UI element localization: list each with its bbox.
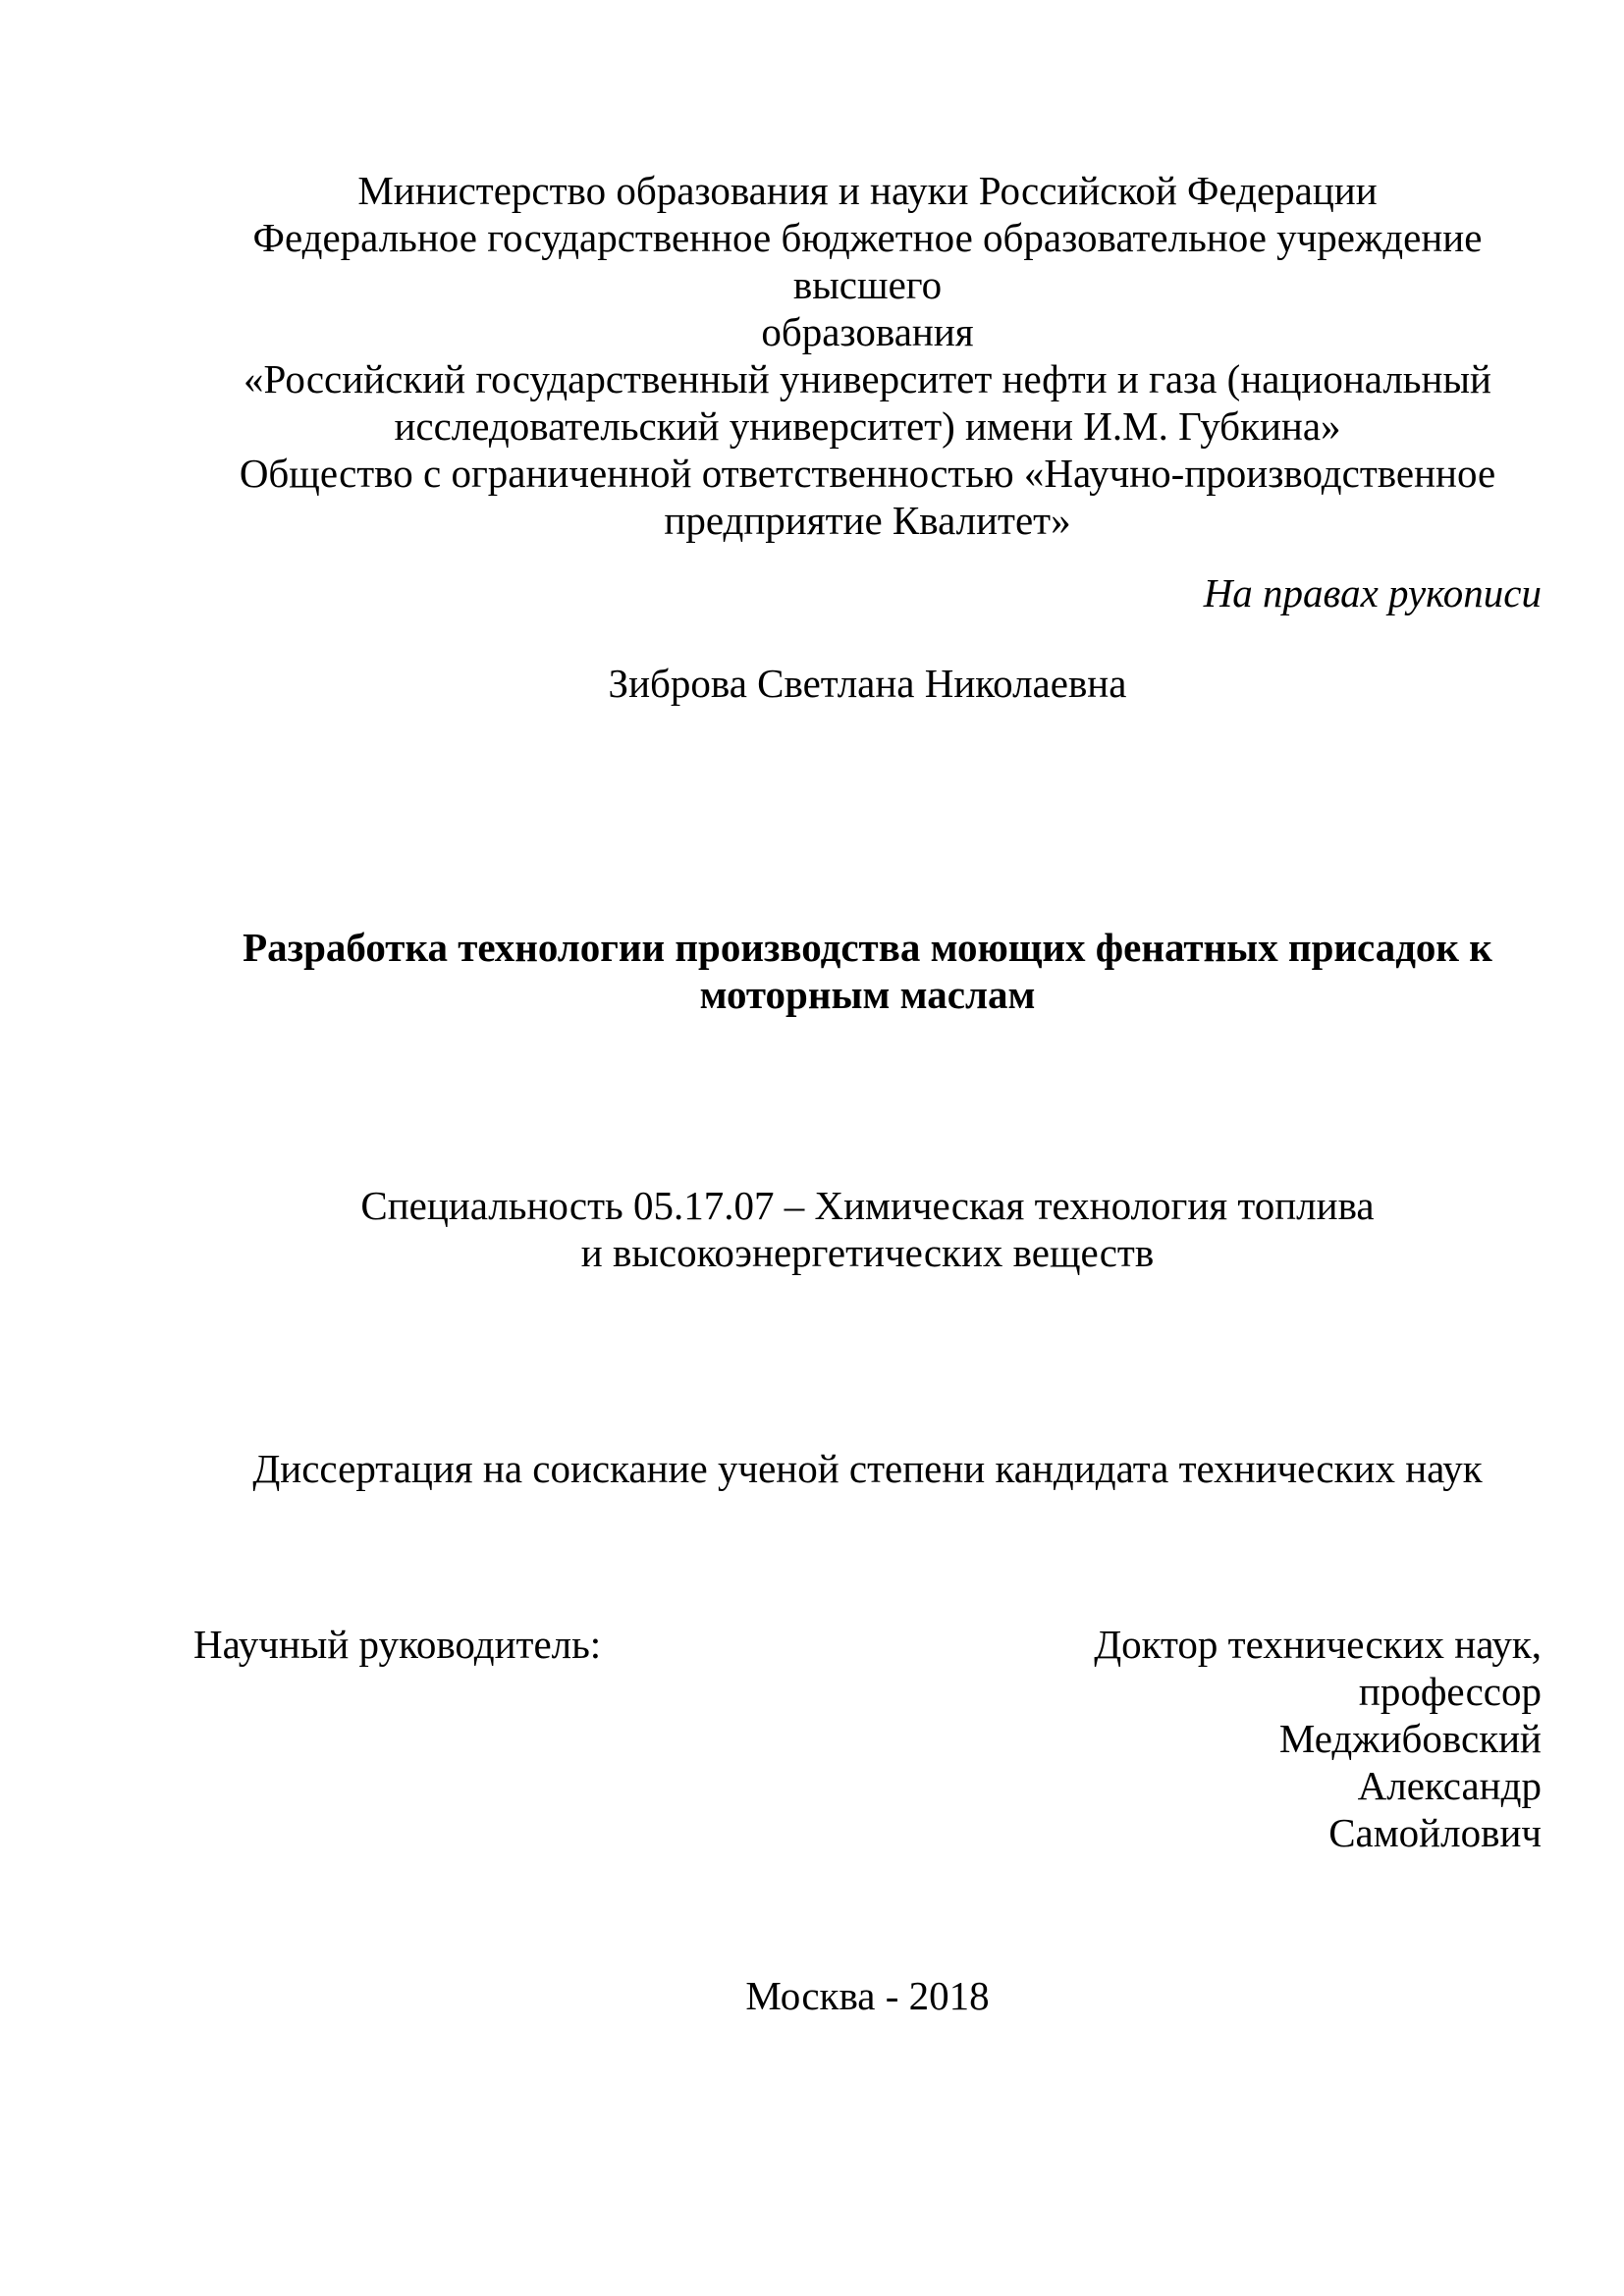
supervisor-credential-line: Меджибовский xyxy=(1278,1716,1542,1761)
dissertation-title-line: Разработка технологии производства моющих фенатных присадок к xyxy=(243,925,1492,970)
city-year-line: Москва - 2018 xyxy=(745,1973,990,2018)
supervisor-credential-line: Доктор технических наук, xyxy=(1094,1622,1542,1667)
dissertation-title-line: моторным маслам xyxy=(699,972,1036,1017)
supervisor-credential-line: профессор xyxy=(1358,1669,1542,1714)
header-block xyxy=(193,167,1542,544)
dissertation-title xyxy=(193,924,1542,1018)
header-line: Общество с ограниченной ответственностью «Научно-производственное xyxy=(239,451,1496,496)
header-line: Министерство образования и науки Российской Федерации xyxy=(357,168,1378,213)
speciality-block xyxy=(193,1182,1542,1276)
header-line: Федеральное государственное бюджетное образовательное учреждение высшего xyxy=(252,215,1483,307)
header-line: «Российский государственный университет нефти и газа (национальный xyxy=(244,356,1491,401)
speciality-line: и высокоэнергетических веществ xyxy=(580,1230,1155,1275)
header-line: исследовательский университет) имени И.М. Губкина» xyxy=(394,403,1341,449)
header-line: предприятие Квалитет» xyxy=(664,498,1071,543)
speciality-line: Специальность 05.17.07 – Химическая технология топлива xyxy=(360,1183,1375,1228)
degree-statement: Диссертация на соискание ученой степени кандидата технических наук xyxy=(252,1446,1483,1491)
supervisor-row xyxy=(193,1621,1542,1856)
manuscript-rights-note: На правах рукописи xyxy=(1203,570,1542,615)
supervisor-credential-line: Александр xyxy=(1357,1763,1542,1808)
supervisor-credential-line: Самойлович xyxy=(1328,1810,1542,1855)
header-line: образования xyxy=(761,309,974,354)
author-name: Зиброва Светлана Николаевна xyxy=(608,661,1127,706)
supervisor-label: Научный руководитель: xyxy=(193,1622,602,1667)
supervisor-credentials xyxy=(1094,1621,1542,1856)
